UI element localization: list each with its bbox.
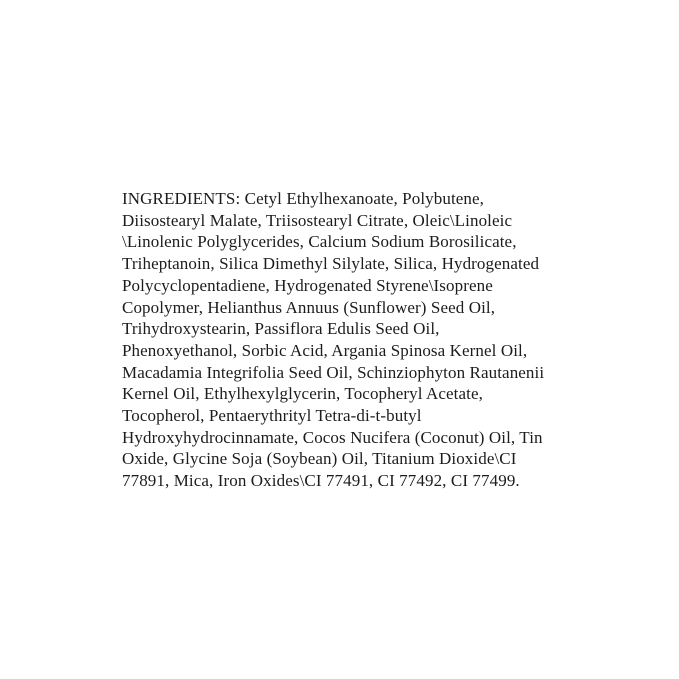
ingredients-line: Diisostearyl Malate, Triisostearyl Citrate, Oleic\Linoleic (122, 210, 513, 230)
ingredients-line: 77891, Mica, Iron Oxides\CI 77491, CI 77492, CI 77499. (122, 471, 520, 491)
ingredients-line: \Linolenic Polyglycerides, Calcium Sodium Borosilicate, (122, 232, 517, 252)
ingredients-line: Hydroxyhydrocinnamate, Cocos Nucifera (Coconut) Oil, Tin (122, 427, 543, 447)
ingredients-line: Polycyclopentadiene, Hydrogenated Styrene\Isoprene (122, 275, 493, 295)
ingredients-line: Trihydroxystearin, Passiflora Edulis Seed Oil, (122, 319, 440, 339)
ingredients-line: Triheptanoin, Silica Dimethyl Silylate, Silica, Hydrogenated (122, 254, 540, 274)
ingredients-line: Oxide, Glycine Soja (Soybean) Oil, Titanium Dioxide\CI (122, 449, 517, 469)
ingredients-line: Phenoxyethanol, Sorbic Acid, Argania Spinosa Kernel Oil, (122, 340, 528, 360)
ingredients-line: Macadamia Integrifolia Seed Oil, Schinziophyton Rautanenii (122, 362, 545, 382)
ingredients-line: INGREDIENTS: Cetyl Ethylhexanoate, Polybutene, (122, 189, 485, 208)
ingredients-line: Tocopherol, Pentaerythrityl Tetra-di-t-butyl (122, 406, 422, 426)
ingredients-text (122, 188, 567, 492)
ingredients-line: Kernel Oil, Ethylhexylglycerin, Tocopheryl Acetate, (122, 384, 483, 404)
ingredients-line: Copolymer, Helianthus Annuus (Sunflower) Seed Oil, (122, 297, 496, 317)
